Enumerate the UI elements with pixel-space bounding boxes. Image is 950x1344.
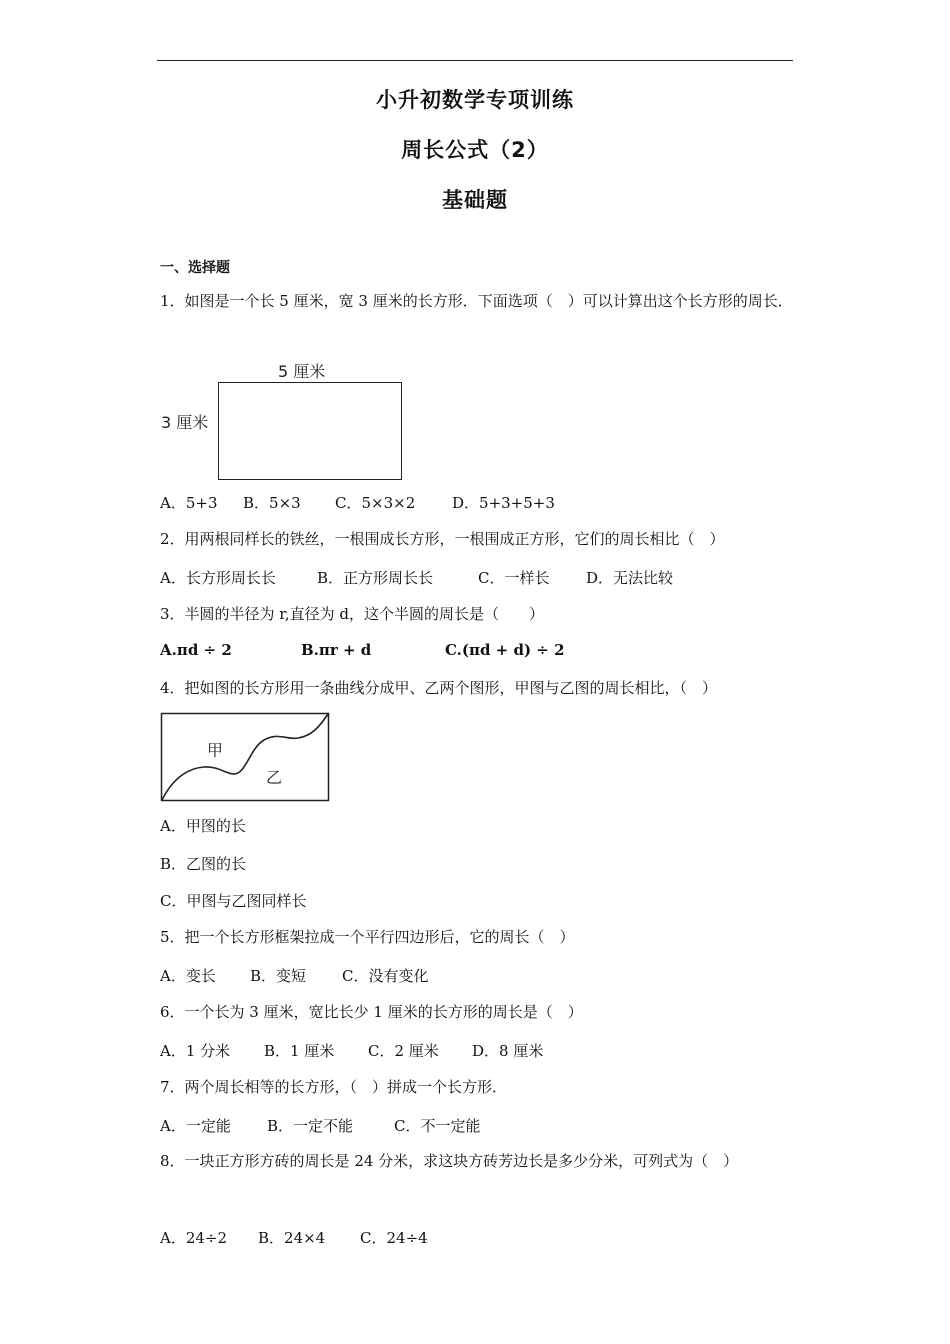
q7-option-b[interactable]: B．一定不能: [267, 1117, 354, 1135]
q8-option-a[interactable]: A．24÷2: [160, 1229, 228, 1247]
section-heading: 一、选择题: [160, 260, 230, 276]
question-2: 2．用两根同样长的铁丝，一根围成长方形，一根围成正方形，它们的周长相比（ ）: [160, 530, 725, 548]
q3-option-c[interactable]: C.(πd + d) ÷ 2: [445, 641, 565, 659]
q2-option-d[interactable]: D．无法比较: [586, 569, 674, 587]
q1-rectangle-figure: [218, 382, 402, 480]
q3-option-b[interactable]: B.πr + d: [301, 641, 372, 659]
header-rule: [157, 60, 793, 61]
question-4: 4．把如图的长方形用一条曲线分成甲、乙两个图形，甲图与乙图的周长相比，（ ）: [160, 679, 718, 697]
q4-curve-rectangle-figure: [160, 712, 332, 804]
q2-option-a[interactable]: A．长方形周长长: [160, 569, 276, 587]
q2-option-b[interactable]: B．正方形周长长: [317, 569, 434, 587]
q5-option-a[interactable]: A．变长: [160, 967, 216, 985]
q8-option-c[interactable]: C．24÷4: [360, 1229, 428, 1247]
doc-title: 小升初数学专项训练: [376, 88, 574, 112]
q1-fig-width-label: 3 厘米: [161, 413, 209, 432]
q6-option-d[interactable]: D．8 厘米: [472, 1042, 544, 1060]
q8-option-b[interactable]: B．24×4: [258, 1229, 326, 1247]
doc-level: 基础题: [442, 188, 508, 212]
question-6: 6．一个长为 3 厘米，宽比长少 1 厘米的长方形的周长是（ ）: [160, 1003, 583, 1021]
q7-option-c[interactable]: C．不一定能: [394, 1117, 481, 1135]
q6-option-c[interactable]: C．2 厘米: [368, 1042, 439, 1060]
doc-subtitle: 周长公式（2）: [401, 138, 549, 162]
question-1: 1．如图是一个长 5 厘米，宽 3 厘米的长方形．下面选项（ ）可以计算出这个长方形的周长．: [160, 292, 793, 310]
q1-option-c[interactable]: C．5×3×2: [335, 494, 416, 512]
q3-option-a[interactable]: A.πd ÷ 2: [160, 641, 232, 659]
q4-label-jia: 甲: [207, 741, 224, 760]
q1-option-b[interactable]: B．5×3: [243, 494, 301, 512]
q5-option-c[interactable]: C．没有变化: [342, 967, 429, 985]
question-3: 3．半圆的半径为 r,直径为 d，这个半圆的周长是（ ）: [160, 605, 544, 623]
q1-option-d[interactable]: D．5+3+5+3: [452, 494, 555, 512]
q4-option-b[interactable]: B．乙图的长: [160, 855, 247, 873]
q4-label-yi: 乙: [266, 768, 283, 787]
q6-option-b[interactable]: B．1 厘米: [264, 1042, 335, 1060]
q5-option-b[interactable]: B．变短: [250, 967, 307, 985]
q4-option-c[interactable]: C．甲图与乙图同样长: [160, 892, 307, 910]
question-8: 8．一块正方形方砖的周长是 24 分米，求这块方砖芳边长是多少分米，可列式为（ ）: [160, 1152, 739, 1170]
q4-option-a[interactable]: A．甲图的长: [160, 817, 246, 835]
q1-fig-length-label: 5 厘米: [278, 362, 326, 381]
question-5: 5．把一个长方形框架拉成一个平行四边形后，它的周长（ ）: [160, 928, 575, 946]
q1-option-a[interactable]: A．5+3: [160, 494, 218, 512]
question-7: 7．两个周长相等的长方形，（ ）拼成一个长方形．: [160, 1078, 508, 1096]
q2-option-c[interactable]: C．一样长: [478, 569, 550, 587]
q7-option-a[interactable]: A．一定能: [160, 1117, 231, 1135]
q6-option-a[interactable]: A．1 分米: [160, 1042, 231, 1060]
